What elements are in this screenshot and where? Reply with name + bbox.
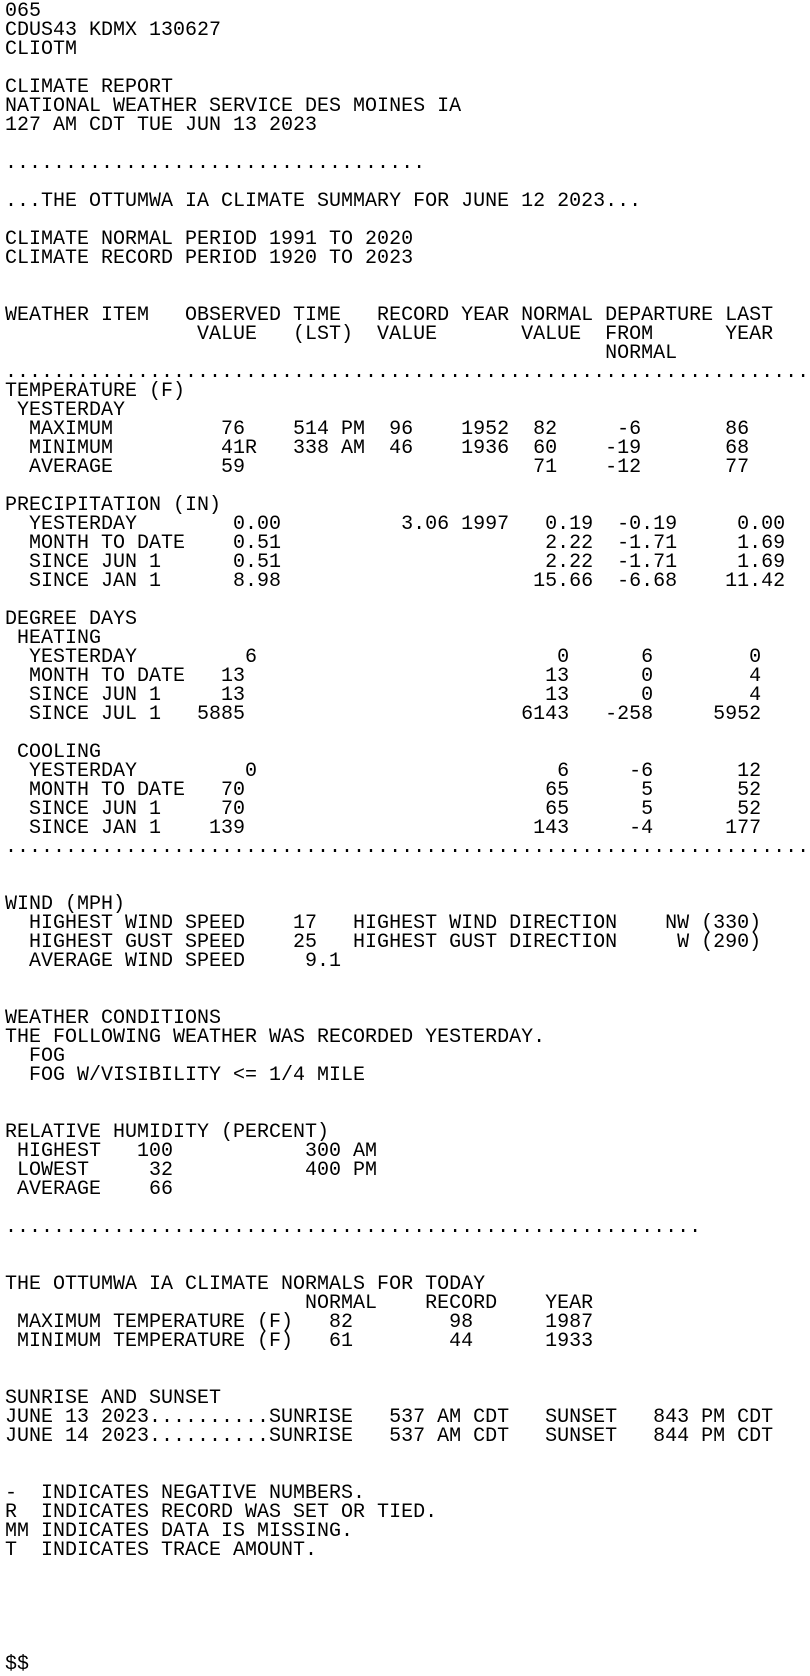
- report-line: [5, 1560, 810, 1579]
- report-line: MINIMUM 41R 338 AM 46 1936 60 -19 68: [5, 437, 750, 460]
- report-line: TEMPERATURE (F): [5, 380, 186, 403]
- report-line: [5, 1579, 810, 1598]
- report-line: MONTH TO DATE 0.51 2.22 -1.71 1.69: [5, 532, 786, 555]
- report-line: MAXIMUM TEMPERATURE (F) 82 98 1987: [5, 1311, 594, 1334]
- report-line: [5, 724, 810, 743]
- report-line: WEATHER ITEM OBSERVED TIME RECORD YEAR NORMAL DEPARTURE LAST: [5, 304, 774, 327]
- report-line: WEATHER CONDITIONS: [5, 1007, 222, 1030]
- report-line: T INDICATES TRACE AMOUNT.: [5, 1539, 318, 1562]
- report-line: RELATIVE HUMIDITY (PERCENT): [5, 1121, 330, 1144]
- report-line: HIGHEST GUST SPEED 25 HIGHEST GUST DIRECTION W (290): [5, 931, 762, 954]
- report-line: YESTERDAY: [5, 399, 126, 422]
- report-line: MONTH TO DATE 13 13 0 4: [5, 665, 762, 688]
- report-line: AVERAGE 59 71 -12 77: [5, 456, 750, 479]
- report-line: SINCE JUN 1 13 13 0 4: [5, 684, 762, 707]
- report-line: MAXIMUM 76 514 PM 96 1952 82 -6 86: [5, 418, 750, 441]
- report-line: MONTH TO DATE 70 65 5 52: [5, 779, 762, 802]
- report-line: [5, 1617, 810, 1636]
- report-line: CLIMATE NORMAL PERIOD 1991 TO 2020: [5, 228, 414, 251]
- report-line: JUNE 13 2023..........SUNRISE 537 AM CDT SUNSET 843 PM CDT: [5, 1406, 774, 1429]
- report-line: [5, 1085, 810, 1104]
- report-line: YESTERDAY 6 0 6 0: [5, 646, 762, 669]
- report-line: ...THE OTTUMWA IA CLIMATE SUMMARY FOR JUNE 12 2023...: [5, 190, 642, 213]
- report-line: THE OTTUMWA IA CLIMATE NORMALS FOR TODAY: [5, 1273, 486, 1296]
- report-line: NATIONAL WEATHER SERVICE DES MOINES IA: [5, 95, 462, 118]
- report-line: MM INDICATES DATA IS MISSING.: [5, 1520, 354, 1543]
- report-line: ...................................................................: [5, 836, 810, 859]
- report-line: FOG W/VISIBILITY <= 1/4 MILE: [5, 1064, 366, 1087]
- report-line: THE FOLLOWING WEATHER WAS RECORDED YESTERDAY.: [5, 1026, 546, 1049]
- report-line: [5, 268, 810, 287]
- report-line: [5, 1636, 810, 1655]
- report-line: WIND (MPH): [5, 893, 126, 916]
- report-line: CLIOTM: [5, 38, 78, 61]
- report-line: CLIMATE REPORT: [5, 76, 174, 99]
- report-line: PRECIPITATION (IN): [5, 494, 222, 517]
- report-line: SUNRISE AND SUNSET: [5, 1387, 222, 1410]
- report-line: SINCE JUL 1 5885 6143 -258 5952: [5, 703, 762, 726]
- report-line: MINIMUM TEMPERATURE (F) 61 44 1933: [5, 1330, 594, 1353]
- report-line: COOLING: [5, 741, 102, 764]
- report-line: SINCE JAN 1 8.98 15.66 -6.68 11.42: [5, 570, 786, 593]
- report-line: NORMAL RECORD YEAR: [5, 1292, 594, 1315]
- report-line: $$: [5, 1653, 30, 1676]
- report-line: ...................................: [5, 152, 426, 175]
- report-line: [5, 876, 810, 895]
- report-line: LOWEST 32 400 PM: [5, 1159, 378, 1182]
- report-line: 065: [5, 0, 42, 23]
- report-line: YESTERDAY 0 6 -6 12: [5, 760, 762, 783]
- report-line: AVERAGE 66: [5, 1178, 174, 1201]
- report-line: R INDICATES RECORD WAS SET OR TIED.: [5, 1501, 438, 1524]
- report-line: DEGREE DAYS: [5, 608, 138, 631]
- report-line: [5, 1351, 810, 1370]
- report-line: [5, 857, 810, 876]
- report-line: CDUS43 KDMX 130627: [5, 19, 222, 42]
- report-line: [5, 1237, 810, 1256]
- report-line: NORMAL: [5, 342, 678, 365]
- report-line: HEATING: [5, 627, 102, 650]
- report-line: CLIMATE RECORD PERIOD 1920 TO 2023: [5, 247, 414, 270]
- report-line: AVERAGE WIND SPEED 9.1: [5, 950, 342, 973]
- report-line: FOG: [5, 1045, 66, 1068]
- report-line: [5, 971, 810, 990]
- report-line: SINCE JAN 1 139 143 -4 177: [5, 817, 762, 840]
- report-line: 127 AM CDT TUE JUN 13 2023: [5, 114, 318, 137]
- report-line: ...................................................................: [5, 361, 810, 384]
- report-line: HIGHEST WIND SPEED 17 HIGHEST WIND DIRECTION NW (330): [5, 912, 762, 935]
- report-line: JUNE 14 2023..........SUNRISE 537 AM CDT SUNSET 844 PM CDT: [5, 1425, 774, 1448]
- report-line: ..........................................................: [5, 1216, 702, 1239]
- report-line: SINCE JUN 1 70 65 5 52: [5, 798, 762, 821]
- report-line: [5, 1598, 810, 1617]
- report-line: VALUE (LST) VALUE VALUE FROM YEAR: [5, 323, 774, 346]
- report-line: - INDICATES NEGATIVE NUMBERS.: [5, 1482, 366, 1505]
- report-line: SINCE JUN 1 0.51 2.22 -1.71 1.69: [5, 551, 786, 574]
- report-line: [5, 1446, 810, 1465]
- report-line: YESTERDAY 0.00 3.06 1997 0.19 -0.19 0.00: [5, 513, 786, 536]
- report-line: HIGHEST 100 300 AM: [5, 1140, 378, 1163]
